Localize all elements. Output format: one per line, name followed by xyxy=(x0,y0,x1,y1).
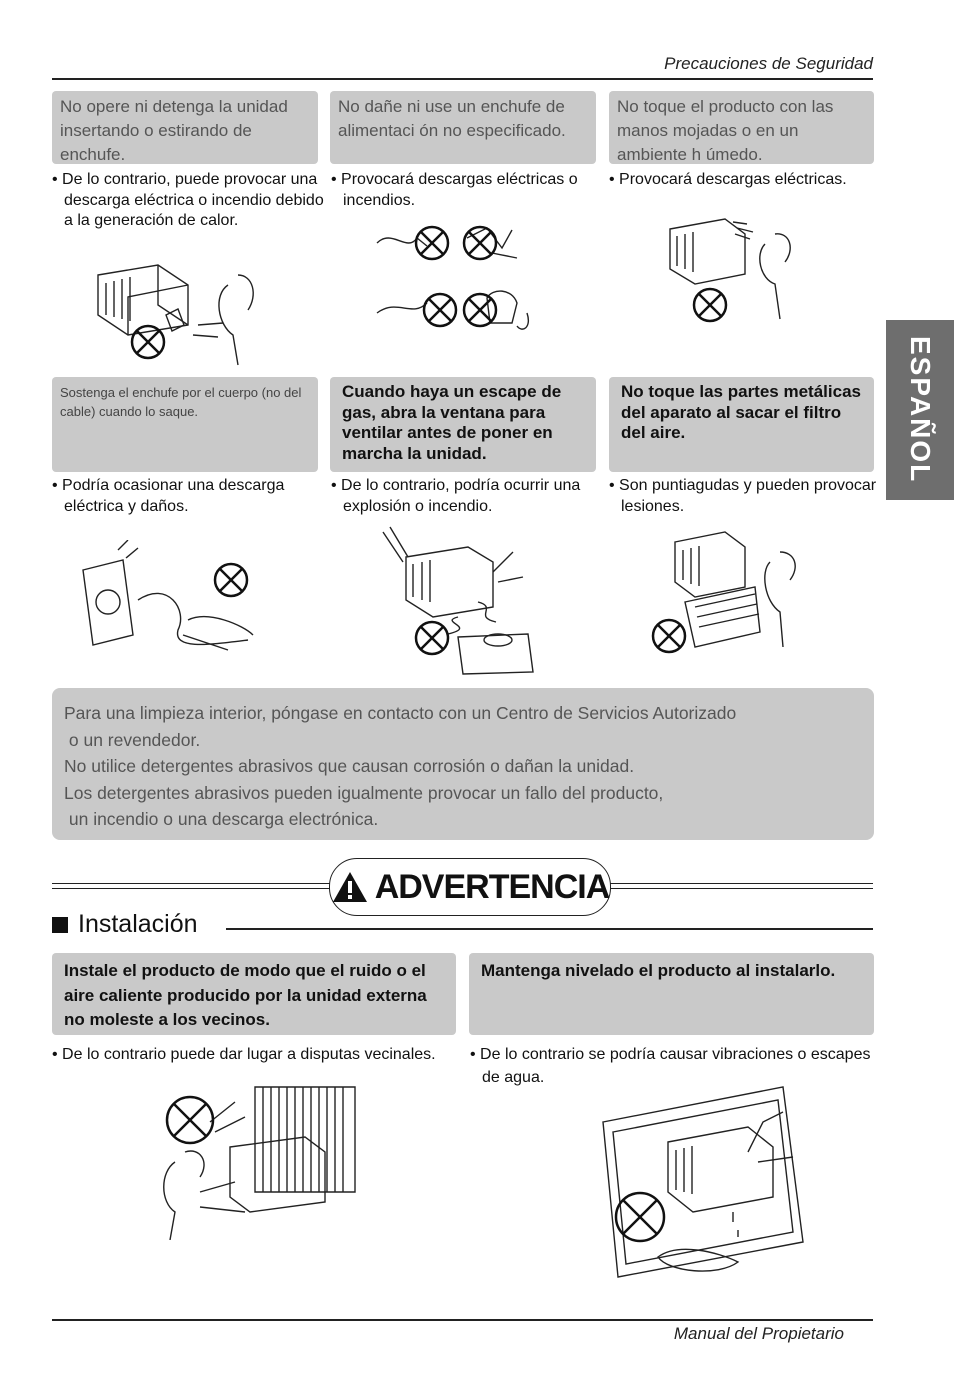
install-text-noise: • De lo contrario puede dar lugar a disputas vecinales. xyxy=(52,1046,436,1063)
prohibited-icon xyxy=(690,285,730,325)
caution-text-metal-parts: • Son puntiagudas y pueden provocar lesiones. xyxy=(609,477,877,515)
caution-box-gas-leak: Cuando haya un escape de gas, abra la ventana para ventilar antes de poner en marcha la unidad. xyxy=(330,377,596,472)
caution-box-wet-hands: No toque el producto con las manos mojadas o en un ambiente h úmedo. xyxy=(609,91,874,164)
illustration-pulling-cord xyxy=(78,540,258,660)
notice-line: o un revendedor. xyxy=(64,729,201,750)
prohibited-icon xyxy=(162,1092,218,1148)
illustration-gas-leak xyxy=(378,522,538,677)
caution-box-plug-operation: No opere ni detenga la unidad insertando o estirando de enchufe. xyxy=(52,91,318,164)
caution-text-hold-plug: • Podría ocasionar una descarga eléctrica y daños. xyxy=(52,477,285,515)
warning-label: ADVERTENCIA xyxy=(374,867,610,906)
illustration-wet-hands xyxy=(665,214,805,324)
prohibited-icon xyxy=(460,290,500,330)
prohibited-icon xyxy=(611,1188,669,1246)
warning-triangle-icon xyxy=(331,870,369,904)
caution-text-damaged-plug: • Provocará descargas eléctricas o incendios. xyxy=(331,171,578,209)
notice-line: un incendio o una descarga electrónica. xyxy=(64,809,379,829)
caution-text-gas-leak: • De lo contrario, podría ocurrir una explosión o incendio. xyxy=(331,477,581,515)
illustration-level-install xyxy=(598,1082,813,1282)
caution-box-damaged-plug: No dañe ni use un enchufe de alimentaci ón no especificado. xyxy=(330,91,596,164)
prohibited-icon xyxy=(412,618,452,658)
language-tab xyxy=(886,320,954,500)
notice-line: Para una limpieza interior, póngase en contacto con un Centro de Servicios Autorizado xyxy=(64,703,737,723)
caution-box-hold-plug: Sostenga el enchufe por el cuerpo (no del cable) cuando lo saque. xyxy=(52,377,318,472)
warning-rule-left xyxy=(52,883,332,889)
notice-line: No utilice detergentes abrasivos que causan corrosión o dañan la unidad. xyxy=(64,756,635,776)
cleaning-notice xyxy=(52,688,874,840)
caution-text-wet-hands: • Provocará descargas eléctricas. xyxy=(609,171,847,188)
install-text-level: • De lo contrario se podría causar vibraciones o escapes de agua. xyxy=(470,1046,871,1086)
prohibited-icon xyxy=(649,616,689,656)
footer-rule xyxy=(52,1319,873,1321)
warning-banner xyxy=(329,858,611,916)
section-title: Instalación xyxy=(78,910,198,938)
install-box-noise: Instale el producto de modo que el ruido o el aire caliente producido por la unidad externa no moleste a los vecinos. xyxy=(52,953,456,1035)
caution-text-plug-operation: • De lo contrario, puede provocar una descarga eléctrica o incendio debido a la generación de calor. xyxy=(52,171,324,229)
notice-line: Los detergentes abrasivos pueden igualmente provocar un fallo del producto, xyxy=(64,782,664,803)
header-title: Precauciones de Seguridad xyxy=(664,54,873,73)
section-square-icon xyxy=(52,917,68,933)
footer-title: Manual del Propietario xyxy=(673,1324,844,1343)
prohibited-icon xyxy=(460,223,500,263)
prohibited-icon xyxy=(128,322,168,362)
illustration-plug-pulling xyxy=(88,255,258,370)
caution-box-metal-parts: No toque las partes metálicas del aparato al sacar el filtro del aire. xyxy=(609,377,874,472)
section-rule xyxy=(226,928,873,930)
warning-rule-right xyxy=(606,883,873,889)
prohibited-icon xyxy=(412,223,452,263)
section-heading xyxy=(52,910,198,939)
header-rule xyxy=(52,78,873,80)
prohibited-icon xyxy=(420,290,460,330)
prohibited-icon xyxy=(211,560,251,600)
install-box-level: Mantenga nivelado el producto al instalarlo. xyxy=(469,953,874,1035)
language-tab-label: ESPAÑOL xyxy=(905,336,936,484)
